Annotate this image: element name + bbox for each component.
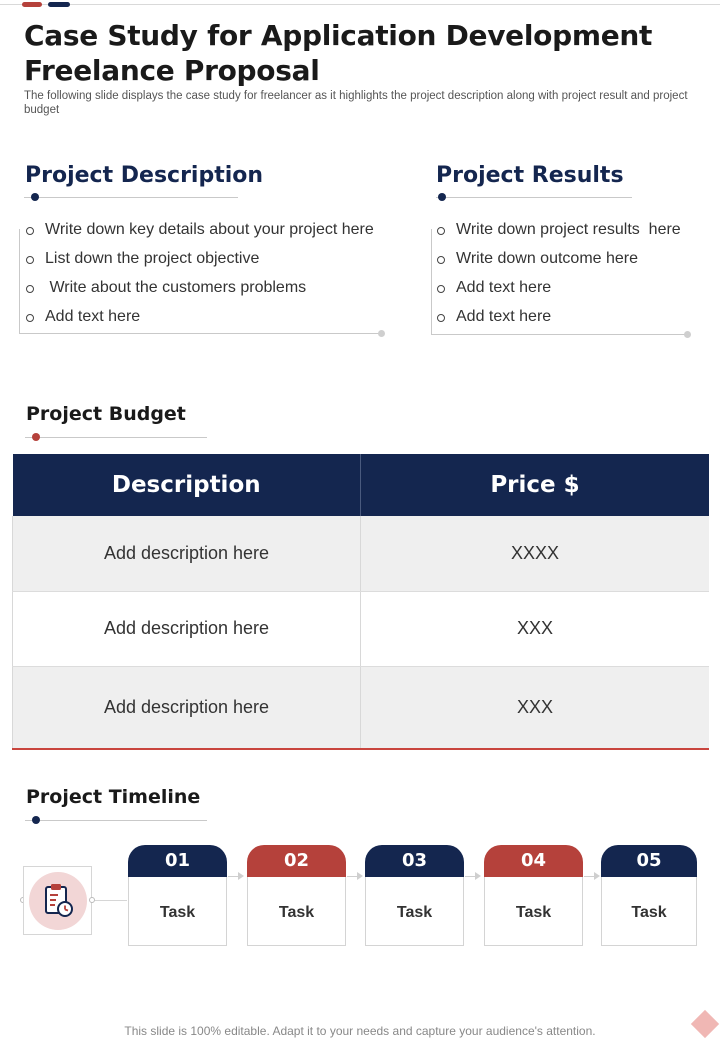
- project-results-list: [437, 215, 681, 331]
- timeline-arrow: [584, 876, 598, 877]
- price-cell: XXX: [361, 591, 710, 666]
- table-row: [13, 516, 710, 591]
- bullet-icon: [437, 285, 445, 293]
- bullet-icon: [26, 227, 34, 235]
- list-item: Write down key details about your project here: [26, 215, 374, 244]
- step-number: 03: [365, 845, 464, 877]
- timeline-icon-box: [23, 866, 92, 935]
- box-end-dot: [378, 330, 385, 337]
- list-item: Add text here: [437, 273, 681, 302]
- timeline-step: [128, 845, 227, 921]
- page-title: Case Study for Application Development Freelance Proposal: [24, 19, 653, 87]
- project-description-heading: Project Description: [25, 163, 264, 188]
- project-results-dot: [438, 193, 446, 201]
- step-card: Task: [247, 876, 346, 946]
- bullet-icon: [26, 256, 34, 264]
- connector-line: [95, 900, 127, 901]
- project-timeline-dot: [32, 816, 40, 824]
- timeline-arrow: [465, 876, 479, 877]
- list-item: Write down project results here: [437, 215, 681, 244]
- page-subtitle: The following slide displays the case study for freelancer as it highlights the project description along with project result and project budget: [24, 90, 688, 116]
- project-results-rule: [436, 197, 632, 198]
- project-budget-dot: [32, 433, 40, 441]
- box-end-dot: [684, 331, 691, 338]
- step-number: 02: [247, 845, 346, 877]
- project-timeline-heading: Project Timeline: [26, 786, 201, 808]
- timeline-arrow: [347, 876, 361, 877]
- step-card: Task: [601, 876, 697, 946]
- description-cell: Add description here: [13, 666, 361, 749]
- timeline-step: [247, 845, 346, 921]
- project-results-heading: Project Results: [436, 163, 624, 188]
- budget-table: [12, 454, 709, 750]
- list-item: Write about the customers problems: [26, 273, 374, 302]
- column-header-description: Description: [13, 454, 361, 516]
- bullet-icon: [26, 314, 34, 322]
- clipboard-clock-icon: [29, 872, 87, 930]
- step-card: Task: [128, 876, 227, 946]
- price-cell: XXX: [361, 666, 710, 749]
- bullet-icon: [437, 227, 445, 235]
- step-card: Task: [484, 876, 583, 946]
- step-number: 05: [601, 845, 697, 877]
- list-item: Write down outcome here: [437, 244, 681, 273]
- step-card: Task: [365, 876, 464, 946]
- timeline-icon-circle: [29, 872, 87, 930]
- table-header-row: [13, 454, 710, 516]
- timeline-step: [365, 845, 464, 921]
- accent-tab-navy: [48, 2, 70, 7]
- accent-tab-red: [22, 2, 42, 7]
- column-header-price: Price $: [361, 454, 710, 516]
- table-row: [13, 591, 710, 666]
- timeline-step: [484, 845, 583, 921]
- project-budget-heading: Project Budget: [26, 403, 186, 425]
- price-cell: XXXX: [361, 516, 710, 591]
- footer-note: This slide is 100% editable. Adapt it to your needs and capture your audience's attention.: [124, 1024, 596, 1038]
- project-budget-rule: [25, 437, 207, 438]
- list-item: Add text here: [437, 302, 681, 331]
- description-cell: Add description here: [13, 516, 361, 591]
- description-cell: Add description here: [13, 591, 361, 666]
- timeline-arrow: [228, 876, 242, 877]
- timeline-step: [601, 845, 697, 921]
- list-item: List down the project objective: [26, 244, 374, 273]
- project-description-dot: [31, 193, 39, 201]
- list-item: Add text here: [26, 302, 374, 331]
- bullet-icon: [437, 256, 445, 264]
- step-number: 04: [484, 845, 583, 877]
- bullet-icon: [26, 285, 34, 293]
- step-number: 01: [128, 845, 227, 877]
- bullet-icon: [437, 314, 445, 322]
- top-divider: [0, 4, 720, 5]
- project-description-rule: [24, 197, 238, 198]
- project-description-list: [26, 215, 374, 331]
- table-row: [13, 666, 710, 749]
- project-timeline-rule: [25, 820, 207, 821]
